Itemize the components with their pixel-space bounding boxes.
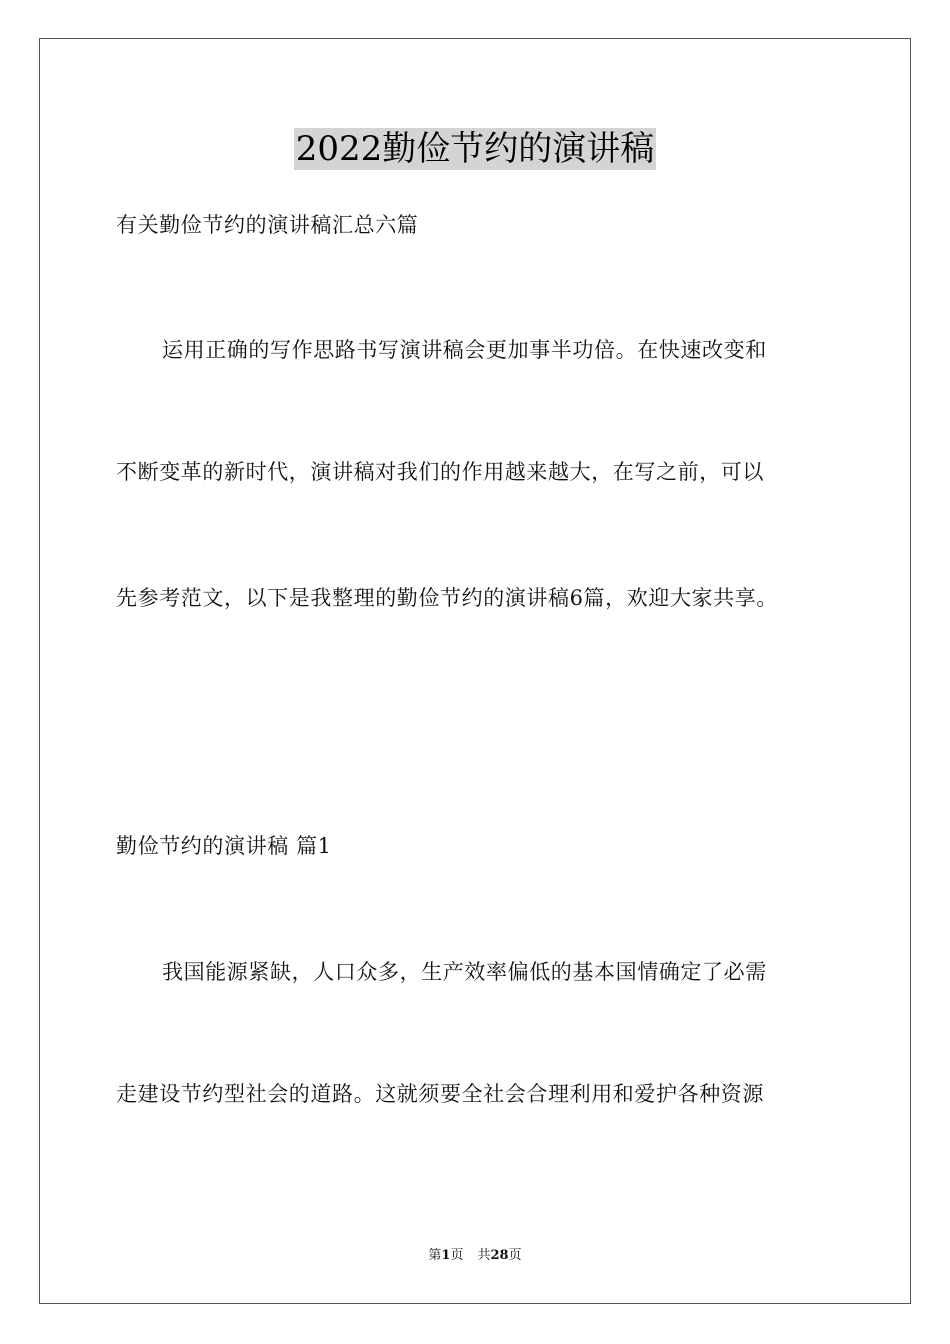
section-paragraph-line-2: 走建设节约型社会的道路。这就须要全社会合理利用和爱护各种资源 [116, 1082, 764, 1106]
footer-total-suffix: 页 [508, 1248, 522, 1263]
section-heading: 勤俭节约的演讲稿 篇1 [116, 834, 332, 858]
footer-total-prefix: 共 [477, 1248, 491, 1263]
footer-total-pages: 28 [490, 1248, 509, 1263]
title-container [0, 128, 950, 170]
intro-paragraph-line-2: 不断变革的新时代，演讲稿对我们的作用越来越大，在写之前，可以 [116, 460, 764, 484]
footer-page-suffix: 页 [450, 1248, 464, 1263]
footer-page-number: 1 [441, 1248, 451, 1263]
intro-paragraph-line-3: 先参考范文，以下是我整理的勤俭节约的演讲稿6篇，欢迎大家共享。 [116, 586, 778, 610]
document-title: 2022勤俭节约的演讲稿 [295, 129, 655, 169]
page-footer [0, 1247, 950, 1265]
section-paragraph-line-1: 我国能源紧缺，人口众多，生产效率偏低的基本国情确定了必需 [162, 960, 767, 984]
footer-page-prefix: 第 [428, 1248, 442, 1263]
document-subtitle: 有关勤俭节约的演讲稿汇总六篇 [116, 213, 419, 237]
intro-paragraph-line-1: 运用正确的写作思路书写演讲稿会更加事半功倍。在快速改变和 [162, 338, 767, 362]
